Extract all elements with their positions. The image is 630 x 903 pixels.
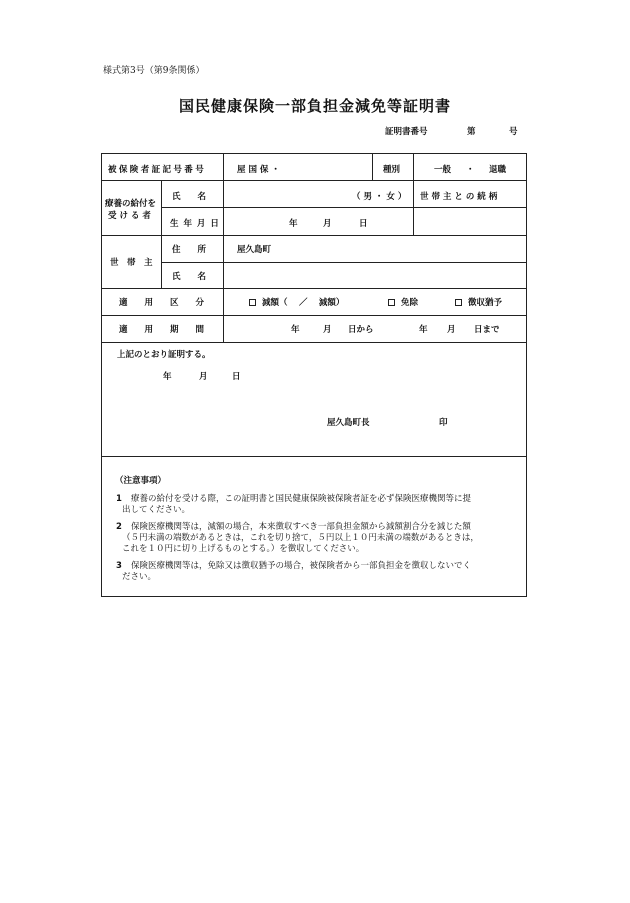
seal-mark: 印 [439, 418, 448, 428]
type-general: 一般 [434, 165, 452, 175]
certification-statement: 上記のとおり証明する。 [117, 350, 211, 360]
exemption-text: 免除 [401, 298, 419, 308]
insured-number-value: 屋 国 保 ・ [237, 165, 280, 175]
householder-address-value: 屋久島町 [237, 245, 272, 255]
notes-heading: （注意事項） [115, 476, 167, 486]
row-divider [102, 180, 526, 181]
row-divider [102, 235, 526, 236]
dob-month: 月 [323, 219, 332, 229]
form-number: 様式第3号（第9条関係） [103, 66, 205, 76]
certificate-number-dai: 第 [467, 127, 476, 137]
reduction-text: 減額（ ／ 減額） [262, 298, 345, 308]
householder-address-label: 住 所 [172, 245, 207, 255]
row-divider [161, 207, 526, 208]
row-divider [102, 288, 526, 289]
column-divider [223, 288, 224, 342]
recipient-name-label: 氏 名 [172, 192, 207, 202]
period-until-year: 年 [419, 325, 428, 335]
recipient-label-line1: 療養の給付を [105, 199, 157, 209]
insurance-type-label: 種別 [383, 165, 401, 175]
note-1-line2: 出してください。 [122, 505, 191, 515]
relationship-label: 世 帯 主 と の 続 柄 [420, 192, 498, 202]
recipient-gender: （ 男 ・ 女 ） [352, 192, 407, 202]
certification-day: 日 [232, 372, 241, 382]
certificate-form-frame [101, 153, 527, 597]
type-separator: ・ [466, 165, 475, 175]
certification-year: 年 [163, 372, 172, 382]
note-3-number: 3 [116, 561, 122, 571]
row-divider [102, 342, 526, 343]
document-title: 国民健康保険一部負担金減免等証明書 [178, 97, 451, 115]
column-divider [223, 154, 224, 288]
certificate-number-go: 号 [509, 127, 518, 137]
note-2-number: 2 [116, 522, 122, 532]
period-from-year: 年 [291, 325, 300, 335]
certification-month: 月 [199, 372, 208, 382]
type-retired: 退職 [489, 165, 507, 175]
period-until: 日まで [474, 325, 500, 335]
application-period-label: 適 用 期 間 [119, 325, 205, 335]
dob-year: 年 [289, 219, 298, 229]
note-1-line1: 療養の給付を受ける際，この証明書と国民健康保険被保険者証を必ず保険医療機関等に提 [131, 494, 472, 504]
householder-name-label: 氏 名 [172, 272, 207, 282]
row-divider [102, 456, 526, 457]
note-3-line1: 保険医療機関等は，免除又は徴収猶予の場合，被保険者から一部負担金を徴収しないでく [131, 561, 472, 571]
column-divider [372, 154, 373, 180]
category-exemption-option [388, 296, 418, 308]
category-reduction-option [249, 296, 344, 308]
note-2-line2: （５円未満の端数があるときは，これを切り捨て，５円以上１０円未満の端数があるときは， [122, 533, 479, 543]
householder-label: 世 帯 主 [110, 258, 153, 268]
date-of-birth-label: 生 年 月 日 [170, 219, 220, 229]
column-divider [161, 180, 162, 288]
period-from: 日から [348, 325, 374, 335]
deferral-text: 徴収猶予 [468, 298, 503, 308]
period-until-month: 月 [447, 325, 456, 335]
column-divider [413, 154, 414, 235]
deferral-checkbox[interactable] [455, 299, 462, 306]
dob-day: 日 [359, 219, 368, 229]
certificate-number-label: 証明書番号 [385, 127, 428, 137]
note-2-line1: 保険医療機関等は，減額の場合，本来徴収すべき一部負担金額から減額割合分を減じた額 [131, 522, 471, 532]
exemption-checkbox[interactable] [388, 299, 395, 306]
row-divider [161, 262, 526, 263]
category-deferral-option [455, 296, 502, 308]
note-1-number: 1 [116, 494, 122, 504]
note-2-line3: これを１０円に切り上げるものとする。）を徴収してください。 [122, 544, 365, 554]
note-3-line2: ださい。 [122, 572, 157, 582]
application-category-label: 適 用 区 分 [119, 298, 205, 308]
reduction-checkbox[interactable] [249, 299, 256, 306]
period-from-month: 月 [323, 325, 332, 335]
insured-number-label: 被保険者証記号番号 [108, 165, 207, 175]
row-divider [102, 315, 526, 316]
recipient-label-line2: 受 け る 者 [108, 211, 151, 221]
mayor-title: 屋久島町長 [327, 418, 370, 428]
